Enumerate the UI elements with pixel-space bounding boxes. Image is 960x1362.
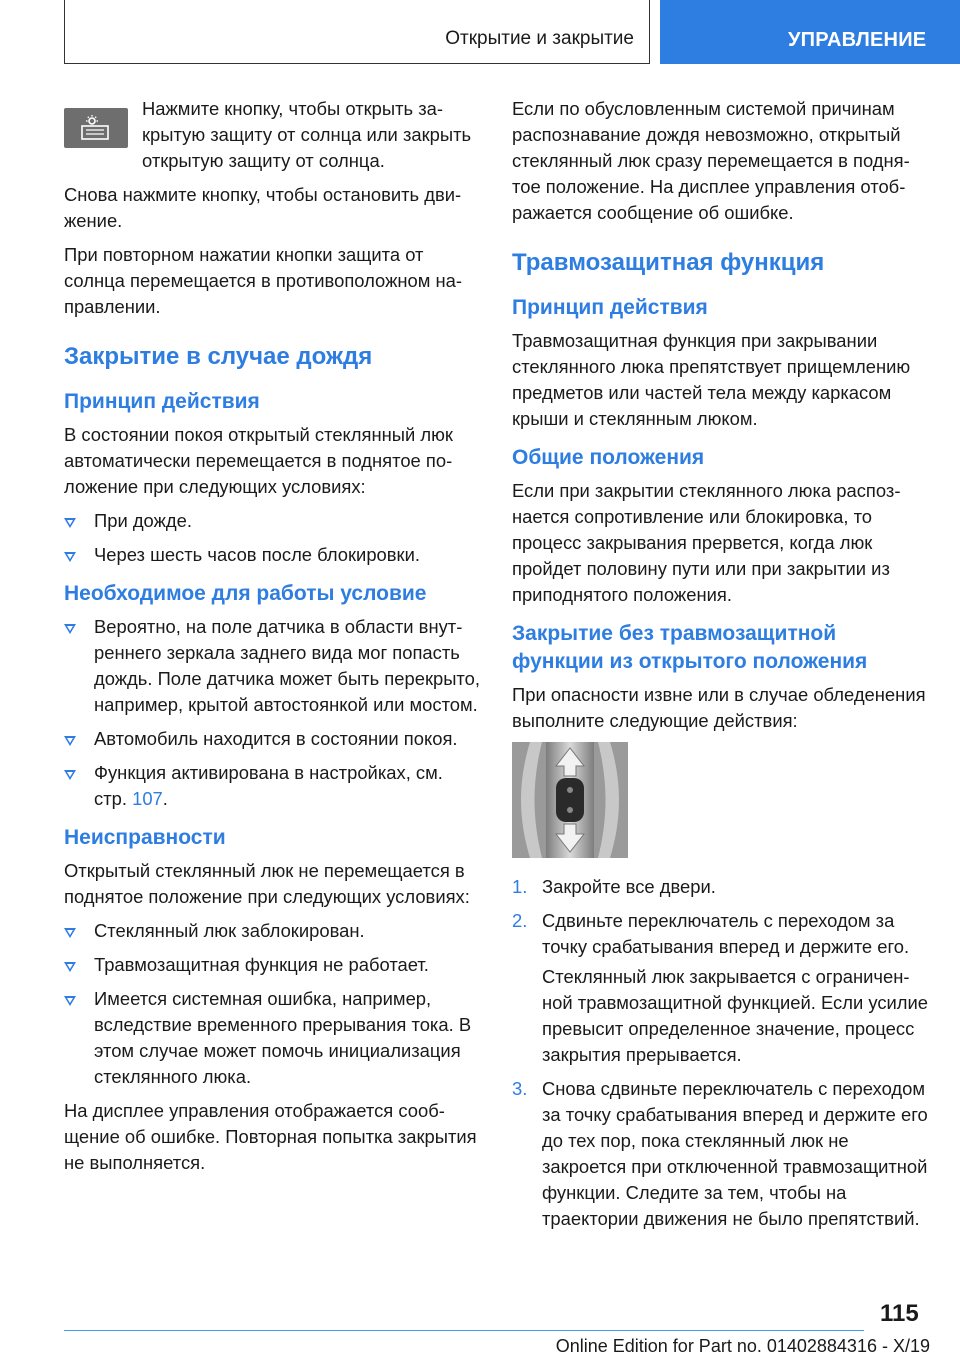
- list-item: 1. Закройте все двери.: [512, 874, 930, 900]
- triangle-bullet-icon: [64, 518, 76, 528]
- list-item: Травмозащитная функция не работает.: [64, 952, 480, 978]
- malfunction-footer: На дисплее управления отображается сообщение об ошибке. Повторная попытка закрытия не выполняется.: [64, 1100, 477, 1173]
- triangle-bullet-icon: [64, 736, 76, 746]
- list-item: Стеклянный люк заблокирован.: [64, 918, 480, 944]
- intro-paragraph-2: Снова нажмите кнопку, чтобы остановить движение.: [64, 184, 462, 231]
- requirement-list: [64, 614, 480, 812]
- general-heading: Общие положения: [512, 446, 705, 469]
- list-item: 3. Снова сдвиньте переключатель с переходом за точку срабатывания вперед и держите его до тех пор, пока стеклянный люк не закроется при отключенной травмозащитной функции. Следите за тем, чтобы на траектории движения не было препятствий.: [512, 1078, 928, 1229]
- sunshade-button-icon: [64, 108, 128, 148]
- list-item: При дожде.: [64, 508, 480, 534]
- rain-heading: Закрытие в случае дождя: [64, 343, 373, 370]
- triangle-bullet-icon: [64, 928, 76, 938]
- malfunction-heading: Неисправности: [64, 826, 226, 849]
- step-number: 2.: [512, 910, 528, 931]
- injury-protection-heading: Травмозащитная функция: [512, 249, 825, 276]
- roof-switch-photo: [512, 742, 628, 858]
- footer-divider: [64, 1330, 864, 1331]
- malfunction-text: Открытый стеклянный люк не перемещается в поднятое положение при следующих условиях:: [64, 860, 470, 907]
- rain-principle-heading: Принцип действия: [64, 390, 260, 413]
- list-item: Имеется системная ошибка, например, вследствие временного прерывания тока. В этом случае может помочь инициализация стеклянного люка.: [64, 986, 480, 1090]
- button-instruction: [64, 96, 480, 182]
- edition-text: Online Edition for Part no. 01402884316 - X/19: [555, 1336, 930, 1356]
- page-number: 115: [880, 1300, 919, 1327]
- rain-principle-text: В состоянии покоя открытый стеклянный люк автоматически перемещается в поднятое положение при следующих условиях:: [64, 424, 453, 497]
- injury-principle-heading: Принцип действия: [512, 296, 708, 319]
- general-text: Если при закрытии стеклянного люка распознается сопротивление или блокировка, то процесс закрывания прервется, когда люк пройдет половину пути или при закрытии из приподнятого положения.: [512, 480, 901, 605]
- section-title: Открытие и закрытие: [445, 28, 634, 49]
- intro-paragraph-1: Нажмите кнопку, чтобы открыть закрытую защиту от солнца или закрыть открытую защиту от солнца.: [142, 98, 472, 171]
- step-number: 1.: [512, 876, 528, 897]
- rain-conditions-list: [64, 508, 480, 568]
- triangle-bullet-icon: [64, 770, 76, 780]
- malfunction-list: [64, 918, 480, 1090]
- left-column: [64, 96, 480, 1184]
- step-note: Стеклянный люк закрывается с ограниченной травмозащитной функцией. Если усилие превысит определенное значение, процесс закрытия прерывается.: [542, 966, 929, 1065]
- page-link[interactable]: 107: [132, 788, 163, 809]
- triangle-bullet-icon: [64, 996, 76, 1006]
- step-number: 3.: [512, 1078, 528, 1099]
- list-item: Автомобиль находится в состоянии покоя.: [64, 726, 480, 752]
- right-column: [512, 96, 930, 1240]
- close-without-protection-heading: Закрытие без травмозащитной функции из открытого положения: [512, 622, 868, 673]
- list-item: Вероятно, на поле датчика в области внутреннего зеркала заднего вида мог попасть дождь. Поле датчика может быть перекрыто, например, крытой автостоянкой или мостом.: [64, 614, 480, 718]
- close-without-protection-text: При опасности извне или в случае обледенения выполните следующие действия:: [512, 684, 926, 731]
- intro-paragraph-3: При повторном нажатии кнопки защита от солнца перемещается в противоположном направлении.: [64, 244, 463, 317]
- list-item: 2. Сдвиньте переключатель с переходом за точку срабатывания вперед и держите его. Стеклянный люк закрывается с ограниченной травмозащитной функцией. Если усилие превысит определенное значение, процесс закрытия прерывается.: [512, 908, 930, 1068]
- triangle-bullet-icon: [64, 624, 76, 634]
- rain-error-text: Если по обусловленным системой причинам распознавание дождя невозможно, открытый стеклянный люк сразу перемещается в поднятое положение. На дисплее управления отображается сообщение об ошибке.: [512, 98, 910, 223]
- injury-principle-text: Травмозащитная функция при закрывании стеклянного люка препятствует прищемлению предметов или частей тела между каркасом крыши и стеклянным люком.: [512, 330, 911, 429]
- triangle-bullet-icon: [64, 552, 76, 562]
- list-item: Через шесть часов после блокировки.: [64, 542, 480, 568]
- triangle-bullet-icon: [64, 962, 76, 972]
- list-item: Функция активирована в настройках, см. стр. 107.: [64, 760, 480, 812]
- chapter-tab: УПРАВЛЕНИЕ: [660, 0, 960, 64]
- steps-list: [512, 874, 930, 1232]
- requirement-heading: Необходимое для работы условие: [64, 582, 427, 605]
